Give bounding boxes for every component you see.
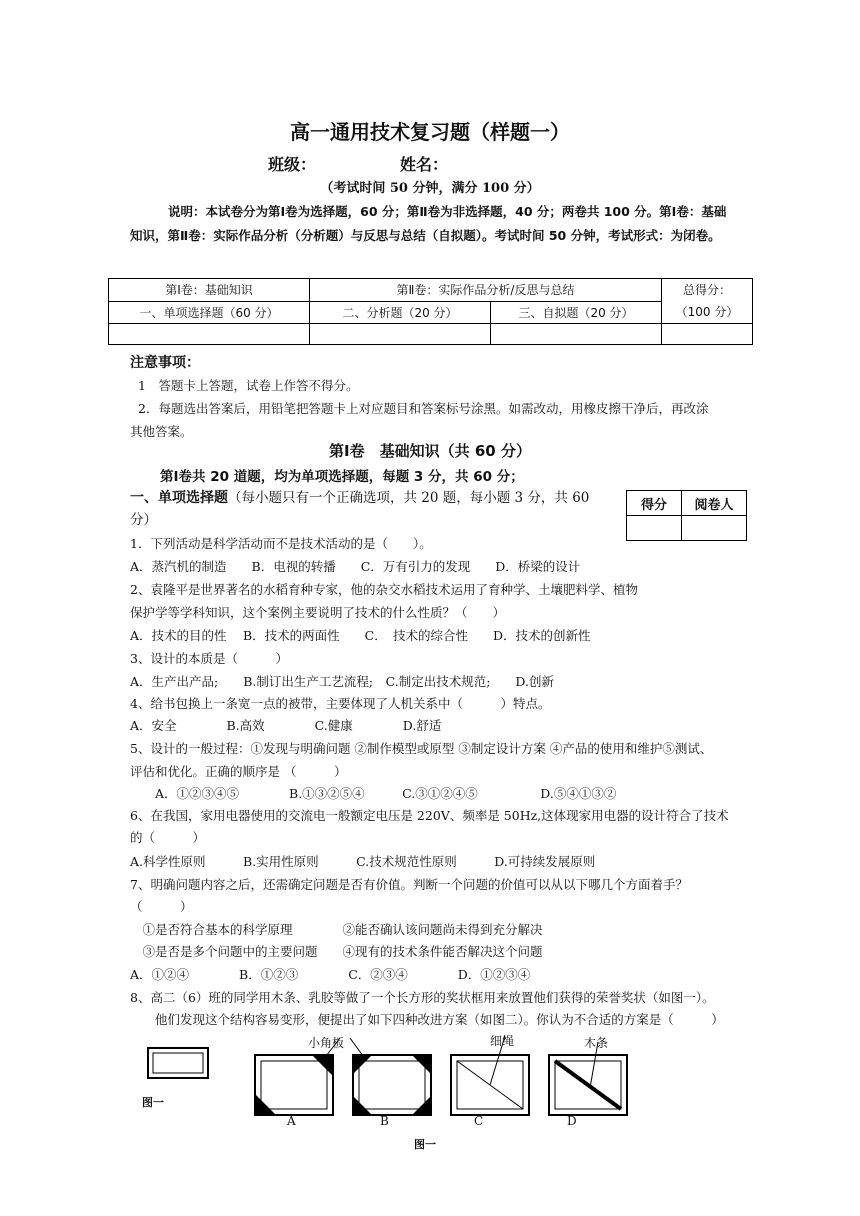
grader-reviewer-cell[interactable] [682, 516, 747, 541]
score-cell-4[interactable] [662, 324, 753, 345]
question-line: 他们发现这个结构容易变形，便提出了如下四种改进方案（如图二）。你认为不合适的方案是（ ） [130, 1012, 724, 1027]
score-table-vol2: 第Ⅱ卷：实际作品分析/反思与总结 [310, 279, 662, 302]
question-line: A．①②④ B．①②③ C．②③④ D．①②③④ [130, 967, 531, 982]
part-heading [130, 487, 610, 531]
score-cell-1[interactable] [109, 324, 310, 345]
class-label: 班级： [268, 155, 317, 174]
score-table [108, 278, 753, 345]
question-line: 6、在我国，家用电器使用的交流电一般额定电压是 220V、频率是 50Hz,这体现家用电器的设计符合了技术 [130, 808, 729, 823]
question-line: ③是否是多个问题中的主要问题 ④现有的技术条件能否解决这个问题 [130, 944, 543, 959]
question-line: （ ） [130, 899, 193, 914]
score-table-total [662, 279, 753, 324]
figure-1-caption: 图一 [142, 1096, 164, 1109]
label-wood: 木条 [584, 1036, 609, 1050]
instructions: 说明：本试卷分为第Ⅰ卷为选择题，60 分；第Ⅱ卷为非选择题，40 分；两卷共 100 分。第Ⅰ卷：基础知识，第Ⅱ卷：实际作品分析（分析题）与反思与总结（自拟题）。考试时间 50 分钟，考试形式：为闭卷。 [130, 204, 727, 243]
part-description: （每小题只有一个正确选项，共 20 题，每小题 3 分，共 60 分） [130, 490, 590, 528]
question-line: A．技术的目的性 B．技术的两面性 C． 技术的综合性 D．技术的创新性 [130, 628, 591, 643]
option-a-frame [255, 1055, 333, 1115]
question-line: A．蒸汽机的制造 B．电视的转播 C．万有引力的发现 D．桥梁的设计 [130, 559, 581, 574]
question-line: 7、明确问题内容之后，还需确定问题是否有价值。判断一个问题的价值可以从以下哪几个方面着手？ [130, 877, 688, 892]
notes-title: 注意事项： [130, 355, 200, 371]
option-a-label: A [287, 1114, 296, 1128]
question-line: 3、设计的本质是（ ） [130, 651, 288, 666]
question-line: 的（ ） [130, 830, 206, 845]
score-cell-2[interactable] [310, 324, 491, 345]
figure-2-caption: 图一 [414, 1138, 436, 1151]
score-table-single-choice: 一、单项选择题（60 分） [109, 301, 310, 324]
note-2: 2．每题选出答案后，用铅笔把答题卡上对应题目和答案标号涂黑。如需改动，用橡皮擦干净后，再改涂 [138, 401, 709, 416]
name-label: 姓名： [400, 155, 449, 174]
question-line: A．生产出产品; B.制订出生产工艺流程; C.制定出技术规范; D.创新 [130, 674, 554, 689]
note-2-cont: 其他答案。 [130, 424, 193, 439]
section-title: 第Ⅰ卷 基础知识（共 60 分） [329, 442, 531, 460]
frame-figures [140, 1030, 660, 1160]
total-label: 总得分： [682, 283, 731, 297]
question-line: 保护学等学科知识，这个案例主要说明了技术的什么性质？（ ） [130, 605, 506, 620]
score-cell-3[interactable] [491, 324, 662, 345]
option-b-frame [353, 1055, 431, 1115]
question-line: 4、给书包换上一条宽一点的被带，主要体现了人机关系中（ ）特点。 [130, 696, 551, 711]
grader-score-label: 得分 [627, 491, 682, 516]
part-title: 一、单项选择题 [130, 490, 228, 506]
note-1: 1 答题卡上答题，试卷上作答不得分。 [138, 378, 359, 393]
score-table-vol1: 第Ⅰ卷：基础知识 [109, 279, 310, 302]
question-line: 1．下列活动是科学活动而不是技术活动的是（ ）。 [130, 536, 432, 551]
question-line: A．安全 B.高效 C.健康 D.舒适 [130, 718, 442, 733]
page-title: 高一通用技术复习题（样题一） [290, 120, 570, 144]
score-table-self: 三、自拟题（20 分） [491, 301, 662, 324]
question-line: 5、设计的一般过程：①发现与明确问题 ②制作模型或原型 ③制定设计方案 ④产品的使用和维护⑤测试、 [130, 741, 713, 756]
option-b-label: B [380, 1114, 389, 1128]
question-line: ①是否符合基本的科学原理 ②能否确认该问题尚未得到充分解决 [130, 922, 543, 937]
grader-box [626, 490, 747, 541]
question-line: 8、高二（6）班的同学用木条、乳胶等做了一个长方形的奖状框用来放置他们获得的荣誉奖状（如图一）。 [130, 990, 715, 1005]
option-c-label: C [474, 1114, 484, 1128]
question-line: A.科学性原则 B.实用性原则 C.技术规范性原则 D.可持续发展原则 [130, 854, 596, 869]
total-score: （100 分） [675, 305, 739, 319]
score-table-analysis: 二、分析题（20 分） [310, 301, 491, 324]
question-line: A．①②③④⑤ B.①③②⑤④ C.③①②④⑤ D.⑤④①③② [130, 786, 617, 801]
grader-score-cell[interactable] [627, 516, 682, 541]
exam-time: （考试时间 50 分钟，满分 100 分） [320, 181, 540, 196]
question-line: 评估和优化。正确的顺序是 （ ） [130, 764, 347, 779]
grader-reviewer-label: 阅卷人 [682, 491, 747, 516]
label-rope: 细绳 [490, 1034, 515, 1048]
section-subtitle: 第Ⅰ卷共 20 道题，均为单项选择题，每题 3 分，共 60 分； [160, 469, 524, 485]
option-d-label: D [567, 1114, 577, 1128]
figure-1-frame [148, 1048, 208, 1078]
label-small-plate: 小角板 [308, 1036, 345, 1050]
question-line: 2、袁隆平是世界著名的水稻育种专家，他的杂交水稻技术运用了育种学、土壤肥料学、植物 [130, 582, 638, 597]
option-d-frame [549, 1055, 627, 1115]
